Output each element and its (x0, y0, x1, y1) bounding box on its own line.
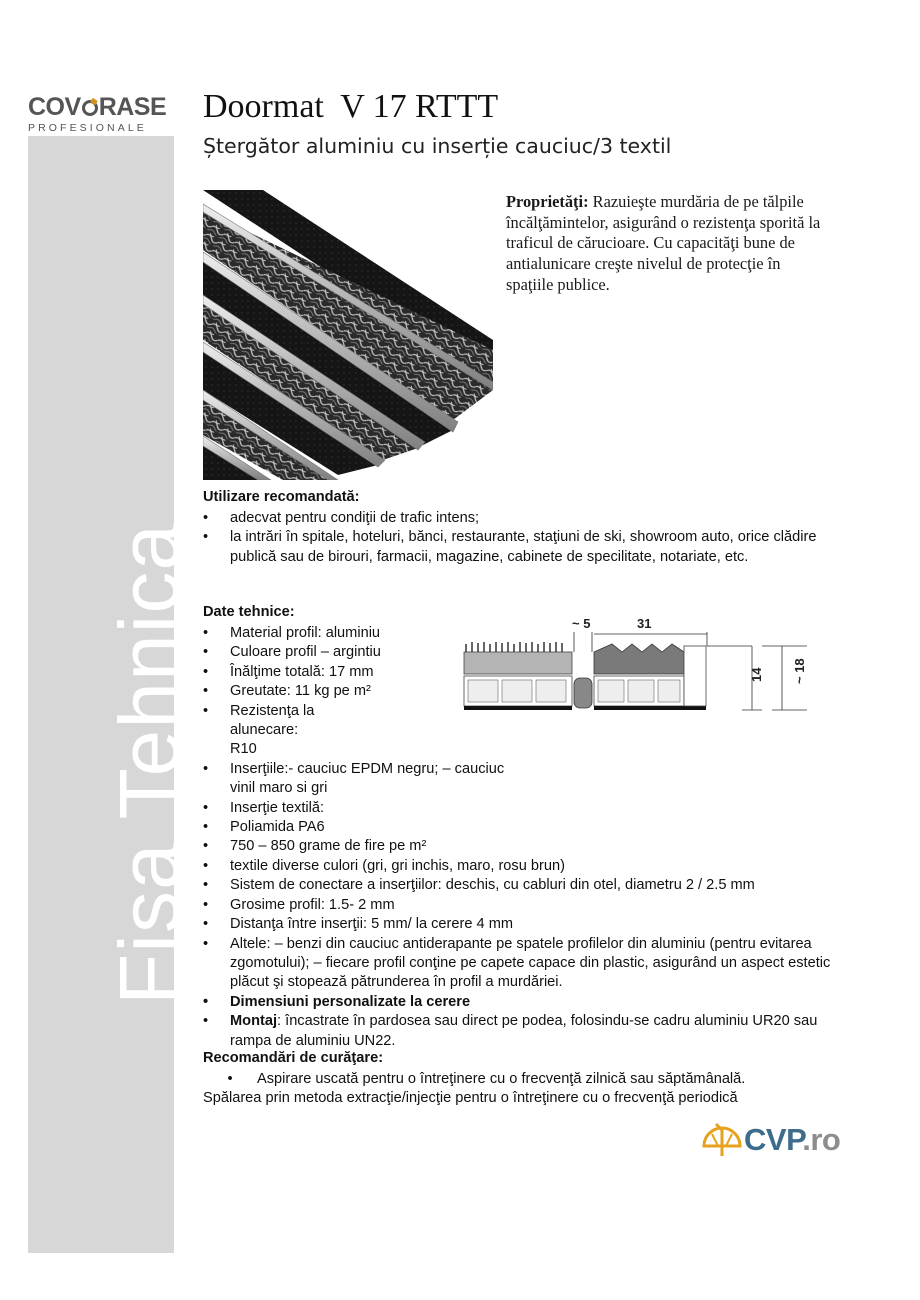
list-item: • Material profil: aluminiu (203, 624, 843, 643)
page-title: Doormat V 17 RTTT (203, 88, 499, 125)
list-item: • Poliamida PA6 (203, 818, 843, 837)
dim-gap-label: ~ 5 (572, 616, 591, 631)
list-item: • Inserţiile:- cauciuc EPDM negru; – cauciuc vinil maro si gri (203, 760, 530, 799)
list-item: • Sistem de conectare a inserţiilor: deschis, cu cabluri din otel, diametru 2 / 2.5 mm (203, 876, 843, 895)
dim-total-label: ~ 18 (792, 658, 807, 684)
list-item: • Montaj: încastrate în pardosea sau direct pe podea, folosindu-se cadru aluminiu UR20 sau rampa de aluminiu UN22. (203, 1012, 843, 1051)
cleaning-text (203, 1070, 843, 1109)
dim-height-label: 14 (749, 667, 764, 682)
list-item: • 750 – 850 grame de fire pe m² (203, 837, 843, 856)
usage-list (203, 509, 843, 567)
logo-o-icon (82, 100, 98, 116)
brand-logo (28, 94, 174, 134)
usage-heading: Utilizare recomandată: (203, 489, 360, 505)
logo-subtitle: PROFESIONALE (28, 122, 147, 134)
list-item: • Altele: – benzi din cauciuc antiderapante pe spatele profilelor din aluminiu (pentru evitarea zgomotului); – fiecare profil conţine pe capete capace din plastic, asigurând un aspect estetic plăcut şi stopează pătrunderea în profil a murdăriei. (203, 935, 843, 993)
cleaning-heading: Recomandări de curăţare: (203, 1050, 384, 1066)
cleaning-continuation: Spălarea prin metoda extracţie/injecţie pentru o întreţinere cu o frecvenţă periodică (203, 1090, 738, 1107)
product-photo (203, 190, 493, 480)
page-subtitle: Ștergător aluminiu cu inserție cauciuc/3 textil (203, 134, 672, 158)
vertical-title: Fişa Tehnica (102, 522, 196, 1005)
umbrella-icon (700, 1120, 744, 1160)
list-item: • Dimensiuni personalizate la cerere (203, 993, 843, 1012)
properties-paragraph (506, 192, 826, 296)
properties-label: Proprietăţi: (506, 192, 589, 211)
tech-heading: Date tehnice: (203, 604, 295, 620)
cleaning-item: Aspirare uscată pentru o întreţinere cu o frecvenţă zilnică sau săptămânală. (257, 1071, 746, 1087)
list-item: • adecvat pentru condiţii de trafic intens; (203, 509, 843, 528)
bullet: • (227, 1071, 233, 1087)
list-item: • la intrări în spitale, hoteluri, bănci, restaurante, staţiuni de ski, showroom auto, orice clădire publică sau de birouri, farmacii, magazine, cabinete de specilitate, notariate, etc. (203, 528, 843, 567)
cvp-wordmark: CVP.ro (744, 1122, 841, 1157)
list-item: • Inserţie textilă: (203, 799, 843, 818)
list-item: • textile diverse culori (gri, gri inchis, maro, rosu brun) (203, 857, 843, 876)
montaj-text: încastrate în pardosea sau direct pe podea, folosindu-se cadru aluminiu UR20 sau rampa de aluminiu UN22. (230, 1013, 818, 1049)
properties-text: Razuieşte murdăria de pe tălpile încălţămintelor, asigurând o rezistenţa sporită la traficul de cărucioare. Cu capacităţi bune de antialunicare creşte nivelul de protecţie în spaţiile publice. (506, 192, 821, 294)
cvp-logo (700, 1118, 840, 1162)
list-item: • Culoare profil – argintiu (203, 643, 843, 662)
montaj-label: Montaj (230, 1013, 278, 1030)
list-item: • Înălţime totală: 17 mm (203, 663, 843, 682)
profile-cross-section-diagram (462, 612, 822, 716)
list-item: • Greutate: 11 kg pe m² (203, 682, 843, 701)
list-item: • Distanţa între inserţii: 5 mm/ la cerere 4 mm (203, 915, 843, 934)
list-item: • Rezistenţa la alunecare: R10 (203, 702, 325, 760)
dim-width-label: 31 (637, 616, 652, 631)
logo-wordmark: COV RASE (28, 93, 167, 121)
list-item: • Grosime profil: 1.5- 2 mm (203, 896, 843, 915)
